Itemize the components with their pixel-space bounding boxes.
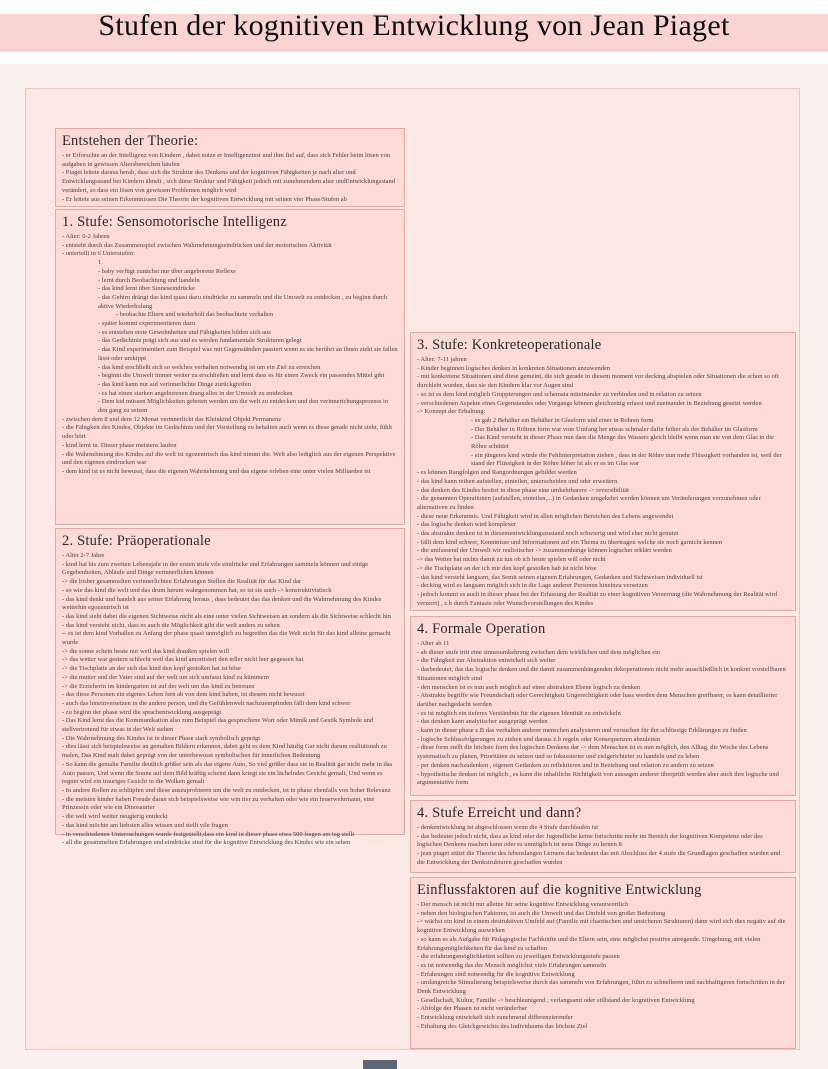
text-line: - per denken nachzudenken , eigenen Gedanken zu reflektieren und in Beziehung und relation zu andern zu setzen [417,761,714,769]
text-line: - das Kind experimentiert zum Beispiel was mit Gegenständen passiert wenn es sie berührt an ihnen zieht sie fallen lässt oder umkippt [98,346,398,362]
text-line: - Abfolge der Phasen ist nicht veränderbar [417,1005,527,1013]
section-stufe-2-praeoperationale [55,528,405,847]
section-body [417,824,789,868]
section-body [417,901,789,1032]
text-line: - das kind lernt über Sinneseindrücke [98,285,195,293]
text-line: - unterteilt in 6 Unterstufen: [62,250,135,258]
text-line: - Gesellschaft, Kultur, Familie -> beschleunigend , verlangsamt oder stillstand der kognitiven Entwicklung [417,996,695,1004]
text-line: - das kind kann reihen aufstellen, einteilen, unterscheiden und oder erweitern [417,477,618,485]
text-line: - lernt durch Beobachtung und handeln [98,276,200,284]
text-line: - es können Rangfolgen und Rangordnungen gebildet werden [417,469,577,477]
text-line: - die Fähigkeit zur Abstraktion entwickelt sich weiter [417,657,556,665]
text-line: - die erfahrungsmöglichkeiten sollten zu jeweiligen Entwicklungsstufe passen [417,953,620,961]
text-line: - kann in dieser phase z.B das verhalten anderer menschen analysieren und versuchen für ihn schlüssige Erklärungen zu finden [417,727,747,735]
text-line: - so ist es dem kind möglich Gruppierungen und schemata miteinander zu verbinden und in relation zu setzen [417,390,702,398]
text-line: - Abstrakte begriffe wie Freundschaft oder Gerechtigkeit Ungerechtigkeit oder hass werden dem Menschen greifbarer, es kann detaillierter darüber nachgedacht werden [417,692,778,708]
text-line: - die Fähigkeit des Kindes, Objekte im Gedächtnis und der Vorstellung zu behalten auch wenn es diese gerade nicht sieht, fühlt oder hört [62,424,393,441]
text-line: - dasbedeutet, das das logische denken und die damit zusammenhängenden dekoperationen nicht mehr ausschließlich in konkret vorstellbaren Situationen möglich sind [417,666,786,682]
text-line: - mit konkretene Situationen sind diese gemeint, die sich gerade in diesem moment vor decking abspielen oder Situationen die schon so oft durchlebt wurden, dass sie den Kindern klar vor Augen sind [417,373,779,390]
text-line: - kind hat bis zum zweiten Lebensjahr in der ersten stufe vile eindrücke und Erfahrungen sammeln können und einige Gegebenheiten, Abläufe und Dinge verinnerlichen können [62,560,369,577]
text-line: -> Konzept der Erhaltung: [417,408,486,416]
text-line: - Der mensch ist nicht nur alleine für seine kognitive Entwicklung verantwortlich [417,901,629,908]
text-line: -> die bisher gesammelten verinnerlichten Erfahrungen Stellen die Realität für das Kind dar [62,578,302,586]
text-line: -> das wetter war gestern schlecht weil das kind amortisiert den teller nicht leer gegessen hat [62,656,304,664]
text-line: - beginnt die Umwelt immer weiter zu erschließen und lernt dass es für einen Zweck ein passendes Mittel gibt [98,372,385,380]
text-line: - das bedeutet jedoch nicht, dass as kind oder der Jugendliche keine fortschritte mehr im Bereich der kognitiven Kompetenz oder des logischen Denkens machen kann oder es unmöglich ist neue Dinge zu lernen 8 [417,832,763,849]
section-stufe-4-formale-operation [410,616,796,796]
text-line: - Das Kind lernt das die Kommunikation also zum Beispiel das gesprochene Wort oder Mimik und Gestik Symbole und stellvertretend für etwas in der Welt stehen [62,717,374,734]
text-line: -> die Tischplatte an der sich das kind den kopf gestoßen hat ist böse [62,665,241,673]
text-line: - diese form stellt die höchste form des logischen Denkens dar -> dem Menschen ist es nun möglich, den Alltag, die Woche des Lebens systematisch zu planen, Prioritäten zu setzen und so fokussierter und zielgerichteter zu handeln und zu leben [417,744,769,761]
section-heading: 1. Stufe: Sensomotorische Intelligenz [62,214,287,230]
text-line: -> die sonne schein heute nur weil das kind draußen spielen will [62,647,230,655]
text-line: - das denken des Kindes besitzt in diese phase eine umkehrbarere -> reversibilität [417,486,629,494]
text-line: - die umfassend der Umwelt wir realistischer -> zusammenhänge können logischer erklärt werden [417,547,672,555]
section-heading: Einflussfaktoren auf die kognitive Entwicklung [417,882,702,898]
text-line: - es hat einen starken angeborenen drang alles in der Umwelt zu entdecken [98,389,293,397]
text-line: - entsteht durch das Zusammenspiel zwischen Wahrnehmungseindrücken und der motorischen Aktivität [62,241,332,249]
text-line: - fällt dem kind schwer, Kenntnisse und Informationen auf ein Thema zu übertragen welche sie noch garnicht kennen [417,538,723,546]
text-line: - Erfahrungen sind notwendig für die kognitive Entwicklung [417,970,575,978]
text-line: - es entstehen erste Gewohnheiten und Fähigkeiten bilden sich aus [98,328,271,336]
section-body [417,640,789,788]
text-line: - hypothetische denken ist möglich , es kann die inhaltliche Richtigkeit von aussagen anderer überprüft werden aber auch ihre logische und argumentative form [417,770,779,787]
section-einflussfaktoren [410,877,796,1049]
text-line: - später kommt experimentieren dazu [98,320,196,328]
section-heading: 4. Stufe Erreicht und dann? [417,805,582,821]
text-line: - beobachte Eltern und wiederholt das beobachtete verhalten [116,311,274,319]
text-line: - er Erforschte an der Intelligenz von Kindern , dabei nutze er Intelligenztest und ihm fiel auf, dass sich Fehler beim lösen von aufgaben in gewissen Altersbereichen häufen [62,152,391,168]
text-line: - das kind versteht langsam, das Semit seinen eigenen Erfahrungen, Gedanken und Sichtweisen individuell ist [417,573,703,581]
text-line: - Alter: 7-11 jahren [417,356,467,363]
text-line: - es ist möglich ein tieferes Verständnis für die eigenen Identität zu entwickeln [417,709,621,717]
text-line: - logische Schlussfolgerungen zu ziehen und daraus z.b regeln oder Konsequenzen abzuleiten [417,735,661,743]
text-line: -> das Wetter hat nichts damit zu tun ob ich heute spielen will oder nicht [417,556,606,564]
text-line: - das kind möchte am liebsten alles wissen und stellt vile fragen [62,821,228,829]
text-line: - das kind erschließt sich so welches verhalten notwendig ist um ein Ziel zu erreichen [98,363,321,371]
text-line: - ein jüngeres kind würde die Fehlinterpretation ziehen , dass in der Röhre nun mehr Flüssigkeit vorhanden ist, weil der stand der Flüssigkeit in der Röhre höher ist als er es im Glas war [471,451,782,468]
text-line: -> die mutter und der Vater sind auf der welt um sich umfasst kind zu kümmern [62,673,269,681]
taskbar-sliver [363,1060,397,1069]
text-line: - die genannten Operationen (aufstellen, einteilen,...) in Gedanken umgekehrt werden können um Veränderungen vorzunehmen oder alternativen zu finden [417,495,761,511]
text-line: - die meisten kinder haben Freude daran sich beispielsweise wie win tier zu verhalten oder wie ein feuerwehrmann, eine Prinzessin oder wie ein Dinosaurier [62,795,375,812]
text-line: - Alter: 0-2 Jahren [62,233,110,240]
section-body [62,233,398,477]
text-line: - neben den biologischen Faktoren, ist auch die Umwelt und das Umfeld von großer Bedeutung [417,909,666,917]
text-line: -> die Erzieherin im kindergarten ist auf der welt um das kind zu betreuen [62,682,255,690]
section-stufe-1-sensomotorische-intelligenz [55,209,405,525]
text-line: - kind lernt in. Dieser phase meistens laufen [62,441,177,449]
text-line: - das kind versteht nicht, dass es auch die Möglichkeit gibt die welt anders zu sehen [62,621,280,629]
text-line: -> wächst ein kind in einem destruktiven Umfeld auf (Familie mit chaotischen und unsicheren Strukturen) dann wird sich dies negativ auf die kognitive Entwicklung auswirken [417,918,786,935]
text-line: - zwischen dem 8 und dem 12 Monat verinnerlicht das Kleinkind Objekt Permanenz [62,415,282,423]
text-line: - jedoch kommt es auch in dieser phase bei der Erfassung der Realität zu einer kognitiven Verzerrung (die Wahrnehmung der Realität wird verzerrt) , z.b durch Fantasie oder Wunschvorstellungen des Kindes [417,590,778,607]
section-heading: 3. Stufe: Konkreteoperationale [417,337,602,353]
text-line: - das Gedächtnis prägt sich aus und es werden fundamentale Strukturen gelegt [98,337,302,345]
text-line: - die welt wird weiter neugierig entdeckt [62,813,168,821]
text-line: - Kinder beginnen logisches denken in konkreten Situationen anzuwenden [417,364,611,372]
text-line: - es gab 2 Behälter ein Behälter in Glasform und einer in Rohren form [471,416,654,424]
text-line: - Alter 2-7 Jahre [62,552,105,559]
text-line: - Entwicklung entwickelt sich zunehmend differenzierender [417,1014,573,1022]
section-heading: 4. Formale Operation [417,621,546,637]
section-heading: Entstehen der Theorie: [62,133,199,149]
text-line: - Erhaltung des Gleichgewichts des Individuums das höchste Ziel [417,1022,588,1030]
text-line: - Dem kid müssen Möglichkeiten geboten werden um die welt zu entdecken und den verinnerichungsprozess in den gang zu setzen [98,398,389,415]
text-line: - es ist notwendig das der Mensch möglichst viele Erfahrungen sammeln [417,961,607,969]
text-line: - Der Behälter in Röhren form war vom Umfang her etwas schmaler dafür höher als der Behälter im Glasform [471,425,758,433]
text-line: - decking wird es langsam möglich sich in die Lage anderer Personen hineinzu versetzen [417,582,648,590]
section-body [62,152,398,204]
text-line: - das logische denken wird komplexer [417,521,517,529]
text-line: - das denken kann analytischer ausgeprägt werden [417,718,548,726]
text-line: - das kind denkt und handelt aus seiner Erfahrung heraus , dass bedeutet das das denken und die Wahrnehmung des Kindes weiterhin egozentrisch ist [62,595,382,612]
text-line: - diese neue Erkenntnis. Und Fähigkeit wird in allen möglichen Bereichen des Lebens angewendet [417,512,674,520]
text-line: - So kann die gemalte Familie deutlich größer sein als das eigene Auto, So viel größer dass sie in Realität gar nicht mehr in das Auto passen, Und wenn die Sonne auf dem Bild kräftig scheint dann kriegt sie ein lächelndes Gesicht gemalt, Und wenn es regnet wird ein trauriges Gesicht in die Wolken gemalt [62,760,393,786]
text-line: - das abstrakte denken ist in diesementwicklungszustand noch schwierig und wird eher nicht genutzt [417,530,679,538]
text-line: - umfangreiche Stimulierung beispielsweise durch das sammeln von Erfahrungen, führt zu schnelleren und nachhaltigeren fortschritten in der Denk Entwicklung [417,979,785,996]
section-stufe-3-konkreteoperationale [410,332,796,611]
page-header [0,0,828,64]
text-line: - Er leitete aus seinen Erkenntnissen Die Theorie der kognitiven Entwicklung mit seinen vier Phase/Stufen ab [62,195,347,203]
text-line: - das kind kann nur auf verinnerlichte Dinge zurückgreifen [98,380,252,388]
section-body [417,356,789,608]
text-line: - Das Kind versteht in dieser Phase nun dass die Menge des Wassers gleich bleibt wenn man sie von dem Glas in die Röhre schüttet [471,434,774,451]
text-line: - die Wahrnehmung des Kindes auf die welt ist egozentrisch das kind nimmt die. Welt also lediglich aus der eigenen Perspektive und den eigenen eindrucken war [62,450,396,467]
section-stufe-4-erreicht-und-dann [410,800,796,873]
text-line: - das kind sieht dabei die eigenen Sichtweise nicht als eine unter vielen Sichtweisen an sondern als die Sichtweise schlecht hin [62,612,391,620]
text-line: - in verschiedenen Untersuchungen wurde festgestellt,dass ein kind in dieser phase etwa 500 fragen am tag stellt [62,830,355,838]
text-line: - ab dieser stufe tritt eine sinnesumkehrung zwischen dem wirklichen und dem möglichen ein [417,648,661,656]
text-line: - so kann es als Aufgabe für Pädagogische Fachkräfte und die Eltern sein, eine möglichst positive anregende. Umgebung, mit vielen Erfahrungsmöglichkeiten für das kind zu schaffen [417,935,761,952]
text-line: - den menschen ist es nun auch möglich auf einer abstrakten Ebene logisch zu denken [417,683,641,691]
section-body [62,552,398,848]
text-line: - denkentwicklung ist abgeschlossen wenn die 4 Stufe durchlaufen ist [417,824,599,831]
text-line: - baby verfügt zunächst nur über angeborene Reflexe [98,267,237,275]
text-line: - zu beginn der phase wird die sprachentwicklung ausgeprägt [62,708,222,716]
text-line: - Piaget leitete daraus herab, dass sich die Struktur des Denkens und der kognitiven Fähigkeiten je nach alter und Entwicklungsstand bei Kindern ähnelt , sich diese Struktur und Fähigkeit jedoch mit zunehmendem alter undEntwicklungsstand verändert, so dass ein lösen von gewissen Problemen möglich wird [62,169,396,194]
text-line: - das diese Personen ein eigenes Leben fern ab von dem kind haben, ist diesem nicht bewusst [62,691,305,699]
text-line: -> die Tischplatte an der ich mir den kopf gestoßen hab ist nicht böse [417,564,597,572]
text-line: - dies lässt sich beispielsweise an gemalten Bildern erkennen, dabei geht es dem Kind häufig Gar nicht darum realitätsnah zu malen, Das Kind malt dabei geprägt von der unterbewusst symbolischen für innerlichen Bedeutung [62,743,387,760]
page-title: Stufen der kognitiven Entwicklung von Jean Piaget [98,9,730,42]
text-line: - Alter ab 11 [417,640,450,647]
text-line: 1. [98,259,103,267]
text-line: - all die gesammelten Erfahrungen und eindrücke sind für die kognitive Entwicklung des Kindes wie ein sehen [62,839,351,847]
section-entstehen-der-theorie [55,128,405,207]
text-line: - verschiedenen Aspekte eines Gegenstandes oder Vorgangs können gleichzeitig erfasst und zueinander in Beziehung gesetzt werden [417,399,762,407]
text-line: - jean piaget stützt die Theorie des lebenslangen Lernens das bedeutet das mit Abschluss der 4 stufe die Grundlagen geschaffen wurden und die Entwicklung der Denkstrukturen geschaffen wurden [417,850,781,866]
text-line: - das Gehirn drängt das kind quasi dazu eindrücke zu sammeln und die Umwelt zu entdecken , zu beginn durch aktive Wiederholung [98,293,388,310]
text-line: - so wie das kind die welt und das drum herum wahrgenommen hat, so ist sie auch -> konstruktivistisch [62,586,332,594]
text-line: -- es ist dem kind Vorhallen zu Anfang der phase quasi unmöglich zu begreifen das die Welt nicht für das kind alleine gemacht wurde [62,630,391,647]
text-line: - auch das hineinversetzen in die andere person, und die Gefühlenwelt nachzuempfinden fällt dem kind schwer [62,699,351,707]
text-line: - dem kind ist es nicht bewusst, dass die eigenen Wahrnehmung und das eigene erleben eine unter vielen Milliarden ist [62,467,371,475]
text-line: - Die Wahrnehmung des Kindes ist in dieser Phase stark symbolisch geprägt [62,734,261,742]
text-line: - In andere Rollen zu schlüpfen und diese auszuprobieren um die welt zu entdecken, ist in phase ebenfalls von hoher Relevanz [62,786,391,794]
section-heading: 2. Stufe: Präoperationale [62,533,211,549]
